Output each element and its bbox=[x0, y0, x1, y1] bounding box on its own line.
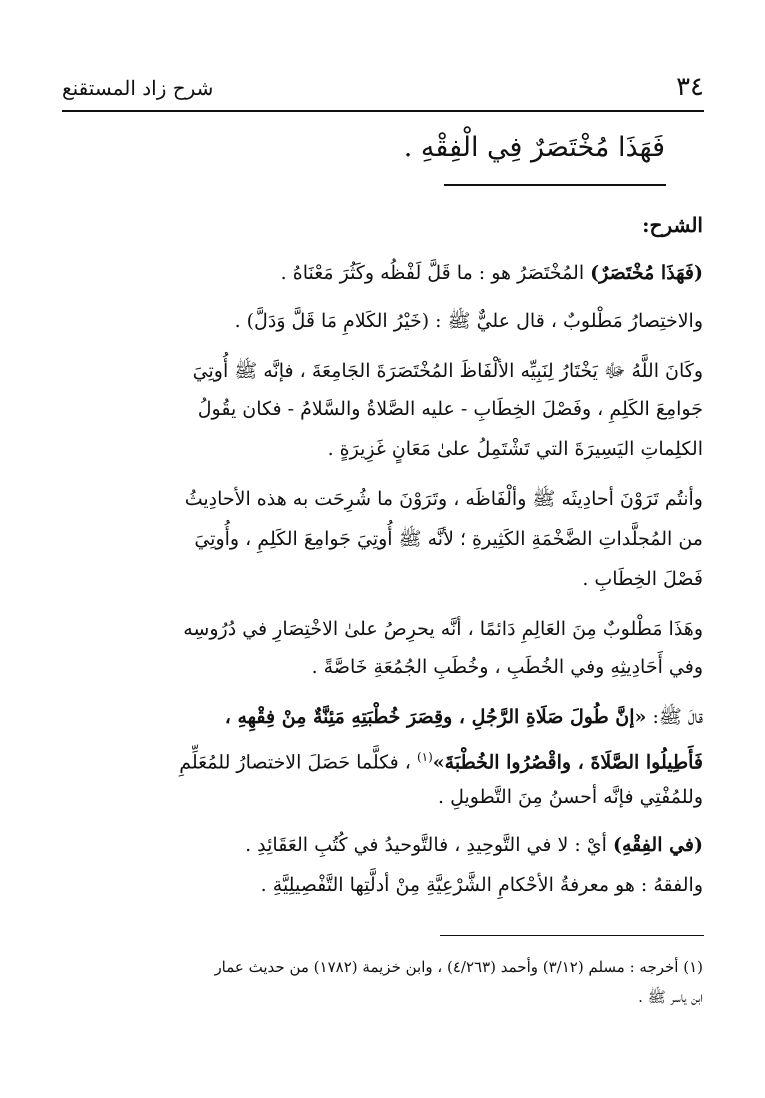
footnote-line: (١) أخرجه : مسلم (٣/١٢) وأحمد (٤/٢٦٣) ، وابن خزيمة (١٧٨٢) من حديث عمار bbox=[214, 958, 703, 976]
text-line: فَصْلَ الخِطَابِ . bbox=[582, 568, 703, 590]
sharh-heading: الشرح: bbox=[642, 213, 703, 237]
matn-text: فَهَذَا مُخْتَصَرٌ فِي الْفِقْهِ . bbox=[403, 132, 665, 163]
text-line: والاختِصارُ مَطْلوبٌ ، قال عليٌّ ﷺ : (خَيْرُ الكَلامِ مَا قَلَّ وَدَلَّ) . bbox=[234, 310, 703, 332]
text-line: فَأَطِيلُوا الصَّلَاةَ ، واقْصُرُوا الخُطْبَةَ»$^{(١)}$ ، فكلَّما حَصَلَ الاختصارُ للمُعَلِّمِ bbox=[179, 750, 703, 774]
matn-divider bbox=[444, 184, 666, 186]
text-line: الكلِماتِ اليَسِيرَةَ التي تَشْتَمِلُ علىٰ مَعَانٍ غَزِيرَةٍ . bbox=[327, 438, 703, 460]
text-line: قالَ ﷺ: «إنَّ طُولَ صَلَاةِ الرَّجُلِ ، وقِصَرَ خُطْبَتِهِ مَئِنَّةٌ مِنْ فِقْهِهِ ، bbox=[224, 706, 703, 728]
footnote-line: ابن ياسر ﷺ . bbox=[638, 988, 703, 1006]
header-divider bbox=[62, 110, 704, 112]
text-line: وأنتُم تَرَوْنَ أحادِيثَه ﷺ وألْفَاظَه ، وتَرَوْنَ ما شُرِحَت به هذه الأحادِيثُ bbox=[184, 488, 703, 510]
footnote-divider bbox=[440, 935, 704, 936]
text-line: وللمُفْتِي فإنَّه أحسنُ مِنَ التَّطويلِ . bbox=[438, 786, 703, 808]
text-line: جَوامِعَ الكَلِمِ ، وفَصْلَ الخِطَابِ - عليه الصَّلاةُ والسَّلامُ - فكان يقُولُ bbox=[197, 398, 703, 420]
page-header bbox=[62, 72, 704, 110]
text-line: وكَانَ اللَّهُ ﷻ يَخْتَارُ لِنَبِيِّه الألْفَاظَ المُخْتَصَرَةَ الجَامِعَةَ ، فإنَّه ﷺ أُوتِيَ bbox=[192, 360, 703, 382]
text-line: من المُجلَّداتِ الضَّخْمَةِ الكَثِيرةِ ؛ لأنَّه ﷺ أُوتِيَ جَوامِعَ الكَلِمِ ، وأُوتِيَ bbox=[194, 528, 703, 550]
footnote-marker: (١) bbox=[416, 750, 433, 764]
text-line: وفي أَحَادِيثِهِ وفي الخُطَبِ ، وخُطَبِ الجُمُعَةِ خَاصَّةً . bbox=[311, 656, 703, 678]
running-title: شرح زاد المستقنع bbox=[62, 76, 214, 100]
text-line: (في الفِقْهِ) أيْ : لا في التَّوحِيدِ ، فالتَّوحيدُ في كُتُبِ العَقَائِدِ . bbox=[245, 834, 703, 856]
text-line: (فَهَذَا مُخْتَصَرٌ) المُخْتَصَرُ هو : ما قَلَّ لَفْظُه وكَثُرَ مَعْنَاهُ . bbox=[280, 262, 703, 284]
page-number: ٣٤ bbox=[676, 72, 704, 102]
text-line: وهَذَا مَطْلوبٌ مِنَ العَالِمِ دَائمًا ، أنَّه يحرِصُ علىٰ الاخْتِصَارِ في دُرُوسِه bbox=[183, 618, 703, 640]
text-line: والفقهُ : هو معرفةُ الأحْكامِ الشَّرْعِيَّةِ مِنْ أدلَّتِها التَّفْصِيلِيَّةِ . bbox=[260, 874, 703, 896]
